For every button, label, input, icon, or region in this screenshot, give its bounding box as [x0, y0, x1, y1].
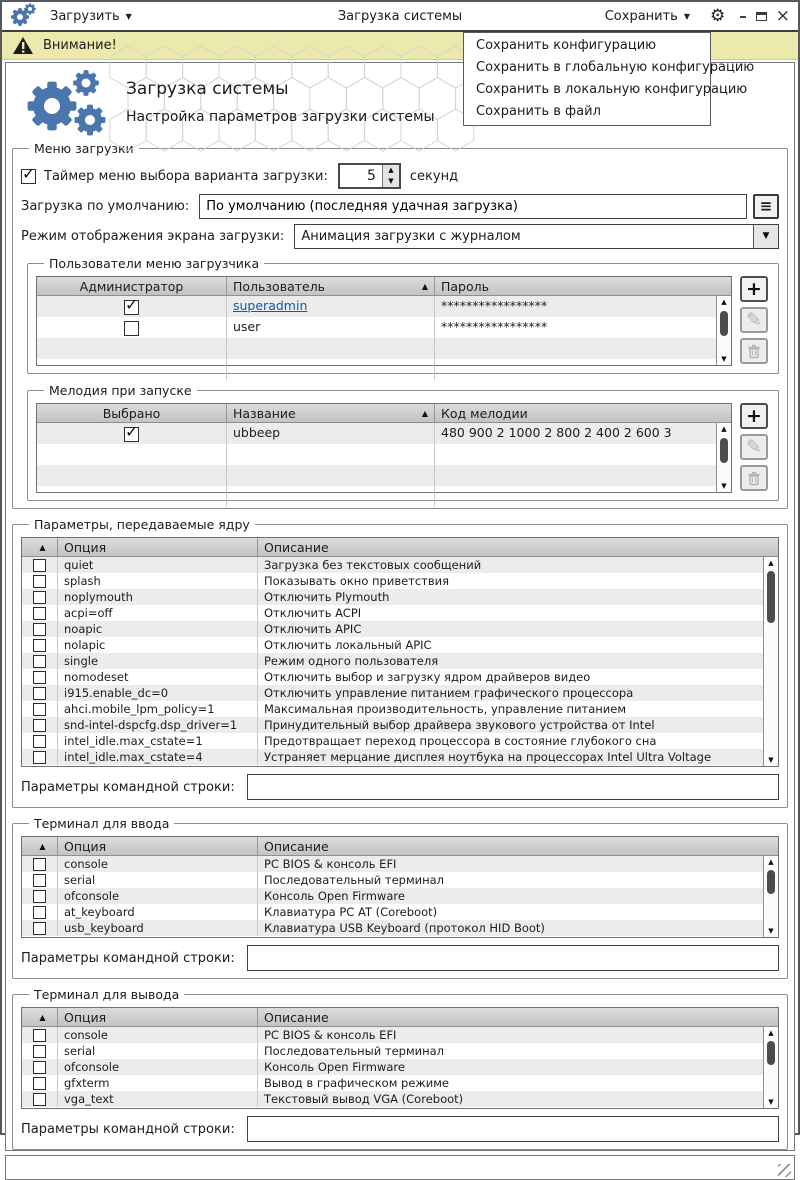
description-cell: Загрузка без текстовых сообщений: [264, 558, 482, 572]
vertical-scrollbar[interactable]: [716, 423, 731, 492]
row-checkbox[interactable]: [33, 858, 46, 871]
column-header-selected[interactable]: [37, 404, 227, 422]
user-cell: [227, 359, 435, 380]
check-cell: [22, 653, 58, 669]
option-cell: ahci.mobile_lpm_policy=1: [58, 701, 258, 717]
scroll-up-icon[interactable]: ▲: [768, 858, 774, 866]
admin-cell: [37, 338, 227, 359]
table-row[interactable]: [37, 338, 716, 359]
terminal-input-legend: Терминал для ввода: [34, 816, 170, 831]
description-cell: Принудительный выбор драйвера звукового устройства от Intel: [264, 718, 655, 732]
row-checkbox[interactable]: [33, 639, 46, 652]
description-cell: Предотвращает переход процессора в состояние глубокого сна: [264, 734, 657, 748]
row-checkbox[interactable]: [124, 321, 139, 336]
kernel-params-group: [12, 517, 788, 808]
load-menu-button[interactable]: [44, 6, 138, 27]
kernel-params-table: [21, 537, 779, 767]
option-cell: quiet: [58, 557, 258, 573]
terminal-input-cmdline-input[interactable]: [247, 945, 779, 971]
option-cell: vga_text: [58, 1091, 258, 1107]
column-label: Администратор: [79, 279, 184, 294]
column-header-description[interactable]: [258, 538, 778, 556]
scrollbar-thumb[interactable]: [720, 438, 728, 463]
save-menu: [463, 32, 755, 126]
admin-cell: [37, 317, 227, 338]
row-checkbox[interactable]: [33, 687, 46, 700]
chevron-down-icon: ▼: [125, 11, 132, 21]
page-title: Загрузка системы: [126, 79, 289, 99]
column-header-check[interactable]: [22, 538, 58, 556]
column-label: Пользователь: [233, 279, 326, 294]
table-row[interactable]: [22, 920, 763, 936]
column-header-description[interactable]: [258, 1008, 778, 1026]
row-checkbox[interactable]: [33, 1061, 46, 1074]
vertical-scrollbar[interactable]: [763, 856, 778, 937]
selected-cell: [37, 486, 227, 507]
column-label: Код мелодии: [441, 406, 528, 421]
maximize-button[interactable]: [756, 12, 767, 21]
startup-melody-group: [27, 383, 779, 501]
cmdline-label: Параметры командной строки:: [21, 779, 235, 795]
scroll-up-icon[interactable]: ▲: [721, 298, 727, 306]
description-cell: PC BIOS & консоль EFI: [264, 1028, 397, 1042]
password-cell: *****************: [441, 319, 548, 334]
table-row[interactable]: [22, 653, 763, 669]
check-cell: [22, 856, 58, 872]
spin-up-icon[interactable]: ▲: [388, 166, 394, 174]
check-cell: [22, 872, 58, 888]
description-cell: Последовательный терминал: [264, 873, 445, 887]
save-menu-item[interactable]: Сохранить конфигурацию: [476, 38, 657, 53]
column-label: Опция: [64, 540, 107, 555]
melody-table: [36, 403, 732, 493]
option-cell: single: [58, 653, 258, 669]
option-cell: gfxterm: [58, 1075, 258, 1091]
row-checkbox[interactable]: [33, 1045, 46, 1058]
option-cell: nolapic: [58, 637, 258, 653]
row-checkbox[interactable]: [33, 703, 46, 716]
password-cell: [435, 338, 716, 359]
description-cell: Отключить управление питанием графического процессора: [264, 686, 634, 700]
scrollbar-track[interactable]: [764, 569, 778, 754]
description-cell: Максимальная производительность, управление питанием: [264, 702, 627, 716]
row-checkbox[interactable]: [33, 906, 46, 919]
description-cell: Отключить локальный APIC: [264, 638, 432, 652]
column-label: Название: [233, 406, 296, 421]
delete-user-button[interactable]: [740, 338, 768, 364]
table-row[interactable]: [22, 605, 763, 621]
column-header-description[interactable]: [258, 837, 778, 855]
option-cell: console: [58, 1027, 258, 1043]
scroll-down-icon[interactable]: ▼: [768, 1098, 774, 1106]
selected-cell: [37, 465, 227, 486]
terminal-output-group: [12, 987, 788, 1150]
description-cell: PC BIOS & консоль EFI: [264, 857, 397, 871]
column-label: Описание: [264, 839, 329, 854]
option-cell: serial: [58, 872, 258, 888]
column-header-option[interactable]: [58, 1008, 258, 1026]
check-cell: [22, 605, 58, 621]
password-cell: [435, 359, 716, 380]
sort-asc-icon: ▲: [39, 1013, 46, 1022]
timer-unit-label: секунд: [409, 168, 459, 184]
table-row[interactable]: [37, 465, 716, 486]
scroll-up-icon[interactable]: ▲: [768, 559, 774, 567]
description-cell: Клавиатура PC AT (Coreboot): [264, 905, 438, 919]
spin-down-icon[interactable]: ▼: [388, 177, 394, 185]
check-cell: [22, 1059, 58, 1075]
column-label: Опция: [64, 839, 107, 854]
column-header-name[interactable]: [227, 404, 435, 422]
table-row[interactable]: [22, 856, 763, 872]
scroll-down-icon[interactable]: ▼: [721, 482, 727, 490]
default-boot-label: Загрузка по умолчанию:: [21, 199, 190, 214]
table-row[interactable]: [22, 701, 763, 717]
selected-cell: [37, 444, 227, 465]
startup-melody-legend: Мелодия при запуске: [49, 383, 192, 398]
default-boot-input[interactable]: [199, 194, 747, 219]
status-bar: [5, 1155, 795, 1180]
table-row[interactable]: [37, 359, 716, 380]
check-cell: [22, 1027, 58, 1043]
description-cell: Отключить выбор и загрузку ядром драйверов видео: [264, 670, 591, 684]
admin-cell: [37, 296, 227, 317]
display-mode-value: Анимация загрузки с журналом: [301, 229, 521, 244]
cmdline-label: Параметры командной строки:: [21, 1121, 235, 1137]
warning-text: Внимание!: [43, 38, 117, 53]
user-cell: user: [227, 317, 435, 338]
row-checkbox[interactable]: [33, 874, 46, 887]
scrollbar-track[interactable]: [717, 308, 731, 353]
description-cell: Консоль Open Firmware: [264, 889, 405, 903]
column-header-password[interactable]: [435, 277, 731, 295]
timer-checkbox[interactable]: [21, 163, 36, 184]
row-checkbox[interactable]: [33, 1029, 46, 1042]
option-cell: serial: [58, 1043, 258, 1059]
hamburger-menu-button[interactable]: ≡: [753, 194, 779, 219]
trash-icon: [747, 344, 761, 359]
selected-cell: [37, 423, 227, 444]
table-row[interactable]: [37, 296, 716, 317]
option-cell: splash: [58, 573, 258, 589]
timer-value: 5: [366, 168, 376, 184]
boot-menu-group: [12, 141, 788, 509]
scroll-down-icon[interactable]: ▼: [768, 756, 774, 764]
combo-arrow-icon[interactable]: ▼: [753, 225, 778, 248]
table-row[interactable]: [22, 1059, 763, 1075]
scroll-up-icon[interactable]: ▲: [768, 1029, 774, 1037]
option-cell: ofconsole: [58, 888, 258, 904]
melody-name-cell: [227, 465, 435, 486]
boot-users-legend: Пользователи меню загрузчика: [49, 256, 260, 271]
option-cell: console: [58, 856, 258, 872]
table-row[interactable]: [22, 621, 763, 637]
terminal-output-table: [21, 1007, 779, 1109]
description-cell: Показывать окно приветствия: [264, 574, 450, 588]
chevron-down-icon: ▼: [683, 11, 690, 21]
option-cell: usb_keyboard: [58, 920, 258, 936]
terminal-output-legend: Терминал для вывода: [34, 987, 180, 1002]
edit-melody-button[interactable]: ✎: [740, 434, 768, 460]
kernel-cmdline-input[interactable]: [247, 774, 779, 800]
column-label: Выбрано: [102, 406, 161, 421]
table-row[interactable]: [22, 717, 763, 733]
check-cell: [22, 685, 58, 701]
row-checkbox[interactable]: [33, 655, 46, 668]
edit-user-button[interactable]: ✎: [740, 307, 768, 333]
terminal-output-cmdline-input[interactable]: [247, 1116, 779, 1142]
table-row[interactable]: [37, 423, 716, 444]
table-row[interactable]: [22, 589, 763, 605]
display-mode-label: Режим отображения экрана загрузки:: [21, 229, 285, 244]
option-cell: at_keyboard: [58, 904, 258, 920]
column-header-option[interactable]: [58, 837, 258, 855]
option-cell: noapic: [58, 621, 258, 637]
table-row[interactable]: [22, 685, 763, 701]
display-mode-select[interactable]: [294, 224, 779, 249]
column-header-option[interactable]: [58, 538, 258, 556]
table-row[interactable]: [37, 317, 716, 338]
melody-name-cell: ubbeep: [227, 423, 435, 444]
row-checkbox[interactable]: [33, 591, 46, 604]
row-checkbox[interactable]: [33, 890, 46, 903]
scrollbar-track[interactable]: [717, 435, 731, 480]
melody-code-cell: [435, 486, 716, 507]
timer-label: Таймер меню выбора варианта загрузки:: [44, 168, 328, 184]
description-cell: Клавиатура USB Keyboard (протокол HID Boot): [264, 921, 545, 935]
scrollbar-track[interactable]: [764, 868, 778, 925]
trash-icon: [747, 471, 761, 486]
scrollbar-thumb[interactable]: [767, 1041, 775, 1065]
melody-name-cell: [227, 444, 435, 465]
row-checkbox[interactable]: [33, 1077, 46, 1090]
melody-name-cell: [227, 486, 435, 507]
add-melody-button[interactable]: +: [740, 403, 768, 429]
password-cell: *****************: [441, 298, 548, 313]
scroll-up-icon[interactable]: ▲: [721, 425, 727, 433]
description-cell: Устраняет мерцание дисплея ноутбука на процессорах Intel Ultra Voltage: [264, 750, 712, 764]
melody-code-cell: 480 900 2 1000 2 800 2 400 2 600 3: [441, 425, 672, 440]
resize-grip[interactable]: [778, 1164, 791, 1177]
check-cell: [22, 701, 58, 717]
content-panel: [5, 62, 795, 1151]
scroll-down-icon[interactable]: ▼: [768, 927, 774, 935]
description-cell: Текстовый вывод VGA (Coreboot): [264, 1092, 464, 1106]
app-gears-icon: [10, 3, 36, 29]
check-cell: [22, 621, 58, 637]
table-row[interactable]: [22, 749, 763, 765]
option-cell: intel_idle.max_cstate=1: [58, 733, 258, 749]
save-button-label: Сохранить: [604, 8, 678, 24]
check-cell: [22, 717, 58, 733]
row-checkbox[interactable]: [33, 735, 46, 748]
check-cell: [22, 1091, 58, 1107]
warning-triangle-icon: [12, 36, 34, 55]
add-user-button[interactable]: +: [740, 276, 768, 302]
save-menu-button[interactable]: [599, 6, 696, 27]
column-header-user[interactable]: [227, 277, 435, 295]
option-cell: snd-intel-dspcfg.dsp_driver=1: [58, 717, 258, 733]
row-checkbox[interactable]: [33, 671, 46, 684]
toolbar: [2, 2, 798, 32]
check-icon: ✓: [125, 295, 139, 314]
settings-gear-icon[interactable]: ⚙: [710, 5, 726, 26]
terminal-input-table: [21, 836, 779, 938]
melody-code-cell: [435, 444, 716, 465]
window-title: Загрузка системы: [337, 8, 463, 24]
description-cell: Режим одного пользователя: [264, 654, 439, 668]
check-cell: [22, 637, 58, 653]
row-checkbox[interactable]: [33, 719, 46, 732]
row-checkbox[interactable]: [33, 559, 46, 572]
column-header-check[interactable]: [22, 837, 58, 855]
description-cell: Отключить ACPI: [264, 606, 362, 620]
sort-asc-icon: ▲: [39, 543, 46, 552]
vertical-scrollbar[interactable]: [763, 1027, 778, 1108]
scrollbar-thumb[interactable]: [767, 870, 775, 894]
check-cell: [22, 669, 58, 685]
table-row[interactable]: [22, 1027, 763, 1043]
table-row[interactable]: [22, 637, 763, 653]
admin-cell: [37, 359, 227, 380]
option-cell: nomodeset: [58, 669, 258, 685]
row-checkbox[interactable]: [124, 295, 139, 315]
option-cell: ofconsole: [58, 1059, 258, 1075]
check-cell: [22, 904, 58, 920]
scrollbar-thumb[interactable]: [767, 571, 775, 623]
option-cell: i915.enable_dc=0: [58, 685, 258, 701]
scroll-down-icon[interactable]: ▼: [721, 355, 727, 363]
option-cell: noplymouth: [58, 589, 258, 605]
table-row[interactable]: [22, 1091, 763, 1107]
column-header-admin[interactable]: [37, 277, 227, 295]
close-button[interactable]: ×: [775, 6, 790, 26]
table-row[interactable]: [22, 573, 763, 589]
timer-spinner[interactable]: [338, 163, 401, 189]
save-menu-item[interactable]: Сохранить в локальную конфигурацию: [476, 82, 748, 97]
description-cell: Последовательный терминал: [264, 1044, 445, 1058]
honeycomb-pattern: [118, 65, 470, 139]
table-row[interactable]: [37, 486, 716, 507]
table-row[interactable]: [22, 904, 763, 920]
check-icon: ✓: [22, 163, 36, 183]
scrollbar-track[interactable]: [764, 1039, 778, 1096]
row-checkbox[interactable]: [33, 575, 46, 588]
cmdline-label: Параметры командной строки:: [21, 950, 235, 966]
table-row[interactable]: [37, 444, 716, 465]
vertical-scrollbar[interactable]: [763, 557, 778, 766]
check-cell: [22, 733, 58, 749]
option-cell: intel_idle.max_cstate=4: [58, 749, 258, 765]
sort-asc-icon: ▲: [39, 842, 46, 851]
user-cell: [227, 338, 435, 359]
table-row[interactable]: [22, 669, 763, 685]
save-menu-item[interactable]: Сохранить в глобальную конфигурацию: [476, 60, 755, 75]
minimize-button[interactable]: –: [739, 7, 747, 25]
description-cell: Консоль Open Firmware: [264, 1060, 405, 1074]
check-cell: [22, 1075, 58, 1091]
sort-asc-icon: ▲: [421, 282, 428, 291]
row-checkbox[interactable]: [33, 623, 46, 636]
table-row[interactable]: [22, 557, 763, 573]
terminal-input-group: [12, 816, 788, 979]
page-subtitle: Настройка параметров загрузки системы: [126, 109, 435, 125]
check-cell: [22, 557, 58, 573]
description-cell: Отключить APIC: [264, 622, 362, 636]
table-row[interactable]: [22, 1043, 763, 1059]
table-row[interactable]: [22, 872, 763, 888]
scrollbar-thumb[interactable]: [720, 311, 728, 336]
description-cell: Вывод в графическом режиме: [264, 1076, 449, 1090]
row-checkbox[interactable]: [124, 422, 139, 442]
column-label: Описание: [264, 540, 329, 555]
check-icon: ✓: [125, 422, 139, 441]
vertical-scrollbar[interactable]: [716, 296, 731, 365]
description-cell: Отключить Plymouth: [264, 590, 390, 604]
user-link[interactable]: superadmin: [227, 296, 435, 317]
column-label: Пароль: [441, 279, 489, 294]
column-label: Описание: [264, 1010, 329, 1025]
gears-logo: [20, 66, 112, 138]
check-cell: [22, 920, 58, 936]
save-menu-item[interactable]: Сохранить в файл: [476, 104, 601, 119]
boot-menu-legend: Меню загрузки: [34, 141, 134, 156]
table-row[interactable]: [22, 888, 763, 904]
row-checkbox[interactable]: [33, 751, 46, 764]
check-cell: [22, 1043, 58, 1059]
melody-code-cell: [435, 465, 716, 486]
column-header-check[interactable]: [22, 1008, 58, 1026]
users-table: [36, 276, 732, 366]
check-cell: [22, 589, 58, 605]
sort-asc-icon: ▲: [421, 409, 428, 418]
check-cell: [22, 749, 58, 765]
delete-melody-button[interactable]: [740, 465, 768, 491]
row-checkbox[interactable]: [33, 607, 46, 620]
kernel-params-legend: Параметры, передаваемые ядру: [34, 517, 250, 532]
check-cell: [22, 573, 58, 589]
load-button-label: Загрузить: [50, 8, 120, 24]
table-row[interactable]: [22, 1075, 763, 1091]
row-checkbox[interactable]: [33, 922, 46, 935]
column-header-code[interactable]: [435, 404, 731, 422]
row-checkbox[interactable]: [33, 1093, 46, 1106]
check-cell: [22, 888, 58, 904]
table-row[interactable]: [22, 733, 763, 749]
column-label: Опция: [64, 1010, 107, 1025]
boot-users-group: [27, 256, 779, 374]
option-cell: acpi=off: [58, 605, 258, 621]
